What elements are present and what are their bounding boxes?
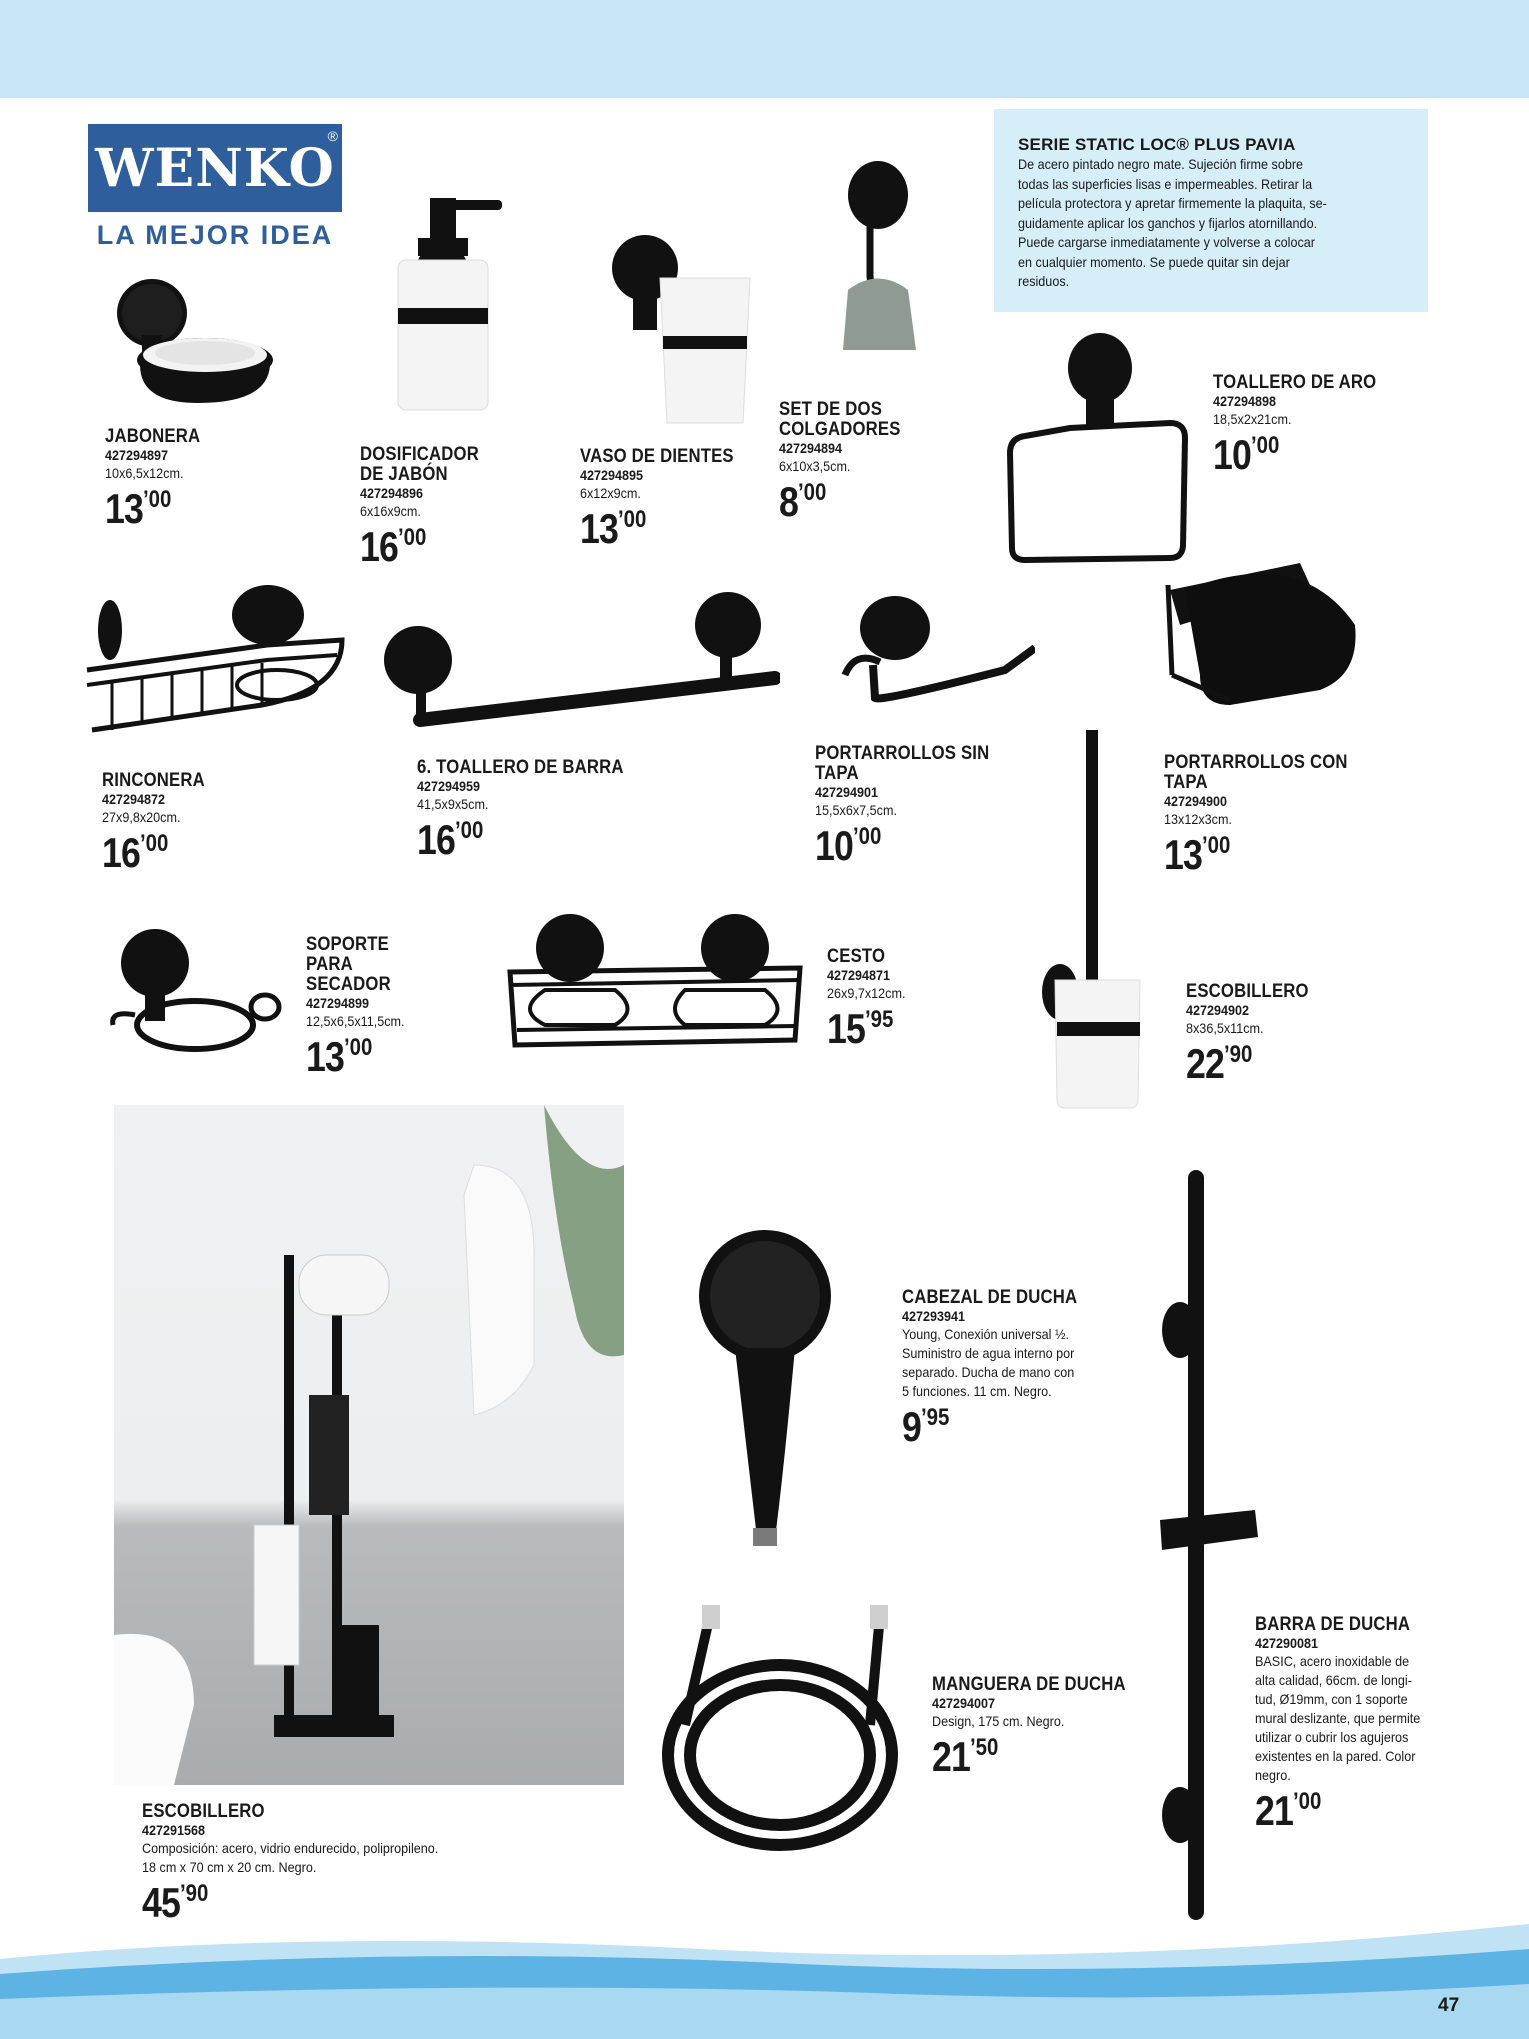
desc-line: Composición: acero, vidrio endurecido, polipropileno. — [142, 1840, 439, 1856]
price-integer: 21 — [932, 1733, 971, 1780]
product-price — [827, 1005, 1082, 1053]
desc-line: 18 cm x 70 cm x 20 cm. Negro. — [142, 1859, 317, 1875]
price-integer: 16 — [102, 829, 141, 876]
series-line: en cualquier momento. Se puede quitar sin dejar — [1018, 253, 1290, 270]
product-code: 427294894 — [779, 440, 843, 456]
soap-dish-icon — [108, 275, 278, 410]
product-desc: 6x16x9cm. — [360, 503, 421, 519]
product-code: 427294897 — [105, 447, 169, 463]
product-name: VASO DE DIENTES — [580, 446, 734, 467]
top-color-band — [0, 0, 1529, 98]
desc-line: tud, Ø19mm, con 1 soporte — [1255, 1691, 1408, 1707]
price-integer: 13 — [1164, 831, 1203, 878]
product-price — [102, 829, 357, 877]
product-code: 427294900 — [1164, 793, 1228, 809]
shower-bar-icon — [1140, 1165, 1265, 1925]
product-name: SET DE DOS COLGADORES — [779, 399, 901, 440]
product-name: TOALLERO DE ARO — [1213, 372, 1377, 393]
product-code: 427294901 — [815, 784, 879, 800]
series-description — [1018, 155, 1405, 292]
product-cesto — [827, 947, 1127, 1053]
desc-line: utilizar o cubrir los agujeros — [1255, 1729, 1409, 1745]
product-code: 427294896 — [360, 485, 424, 501]
bathroom-stand-illustration — [114, 1105, 624, 1785]
product-name: JABONERA — [105, 426, 201, 447]
product-code: 427294007 — [932, 1695, 996, 1711]
toothbrush-cup-icon — [605, 228, 755, 428]
toilet-paper-holder-lid-icon — [1160, 555, 1370, 715]
product-colgadores — [779, 400, 909, 526]
desc-line: BASIC, acero inoxidable de — [1255, 1653, 1410, 1669]
product-desc: Design, 175 cm. Negro. — [932, 1713, 1065, 1729]
desc-line: Young, Conexión universal ½. — [902, 1326, 1069, 1342]
towel-bar-icon — [380, 590, 780, 730]
price-decimal: ’00 — [398, 524, 427, 551]
desc-line: separado. Ducha de mano con — [902, 1364, 1075, 1380]
price-integer: 13 — [580, 505, 619, 552]
shower-hose-icon — [655, 1605, 905, 1855]
product-desc — [902, 1325, 1172, 1401]
product-price — [1255, 1787, 1510, 1835]
series-line: residuos. — [1018, 273, 1070, 289]
product-name: CESTO — [827, 946, 886, 967]
product-code: 427294959 — [417, 778, 481, 794]
series-info-box — [994, 109, 1428, 312]
series-line: De acero pintado negro mate. Sujeción firme sobre — [1018, 156, 1304, 172]
product-name: PORTARROLLOS SIN TAPA — [815, 743, 990, 784]
price-integer: 13 — [105, 485, 144, 532]
product-dosificador — [360, 445, 520, 571]
price-integer: 10 — [1213, 431, 1252, 478]
desc-line: mural deslizante, que permite — [1255, 1710, 1421, 1726]
price-decimal: ’00 — [344, 1034, 373, 1061]
product-code: 427294895 — [580, 467, 644, 483]
series-line: película protectora y apretar firmemente la plaquita, se- — [1018, 195, 1327, 211]
product-cabezal-ducha — [902, 1288, 1202, 1451]
product-desc: 18,5x2x21cm. — [1213, 411, 1292, 427]
product-price — [902, 1403, 1157, 1451]
product-name: ESCOBILLERO — [1186, 981, 1309, 1002]
product-escobillero-combinado — [142, 1802, 562, 1927]
product-price — [1164, 831, 1343, 879]
product-code: 427294872 — [102, 791, 166, 807]
price-integer: 16 — [360, 523, 399, 570]
product-code: 427291568 — [142, 1822, 206, 1838]
product-name: CABEZAL DE DUCHA — [902, 1287, 1078, 1308]
price-decimal: ’95 — [865, 1006, 894, 1033]
price-integer: 45 — [142, 1879, 181, 1926]
price-decimal: ’90 — [1224, 1041, 1253, 1068]
product-desc — [142, 1839, 520, 1877]
price-decimal: ’00 — [618, 506, 647, 533]
product-desc: 6x12x9cm. — [580, 485, 641, 501]
price-integer: 15 — [827, 1005, 866, 1052]
product-price — [306, 1033, 434, 1081]
price-decimal: ’00 — [1202, 832, 1231, 859]
product-name: DOSIFICADOR DE JABÓN — [360, 444, 479, 485]
product-desc: 27x9,8x20cm. — [102, 809, 181, 825]
product-name: ESCOBILLERO — [142, 1801, 265, 1822]
product-desc: 6x10x3,5cm. — [779, 458, 851, 474]
series-line: Puede cargarse inmediatamente y volverse a colocar — [1018, 234, 1315, 250]
shower-head-icon — [695, 1228, 835, 1548]
series-line: todas las superficies lisas e impermeables. Retirar la — [1018, 175, 1313, 192]
product-desc: 41,5x9x5cm. — [417, 796, 489, 812]
price-integer: 9 — [902, 1403, 922, 1450]
price-decimal: ’90 — [180, 1880, 209, 1907]
product-rinconera — [102, 771, 402, 877]
desc-line: Suministro de agua interno por — [902, 1345, 1075, 1361]
series-line: guidamente aplicar los ganchos y fijarlos atornillando. — [1018, 214, 1318, 231]
corner-shelf-icon — [82, 585, 347, 750]
price-decimal: ’00 — [455, 817, 484, 844]
product-name: SOPORTE PARA SECADOR — [306, 934, 391, 995]
product-code: 427294898 — [1213, 393, 1277, 409]
product-name: 6. TOALLERO DE BARRA — [417, 757, 624, 778]
product-desc: 12,5x6,5x11,5cm. — [306, 1013, 405, 1029]
logo-word: WENKO — [95, 137, 335, 199]
product-barra-ducha — [1255, 1615, 1529, 1835]
price-integer: 21 — [1255, 1787, 1294, 1834]
product-soporte-secador — [306, 935, 456, 1081]
desc-line: negro. — [1255, 1767, 1291, 1783]
product-photo — [114, 1105, 624, 1785]
price-decimal: ’00 — [143, 486, 172, 513]
product-escobillero-pavia — [1186, 982, 1486, 1088]
price-decimal: ’50 — [970, 1734, 999, 1761]
desc-line: existentes en la pared. Color — [1255, 1748, 1416, 1764]
product-price — [1186, 1040, 1441, 1088]
product-price — [417, 816, 672, 864]
bottom-wave-decoration — [0, 1919, 1529, 2039]
page-number: 47 — [1438, 1995, 1460, 2016]
product-price — [360, 523, 496, 571]
hair-dryer-holder-icon — [105, 925, 285, 1055]
product-portarrollos-sin-tapa — [815, 744, 1015, 870]
product-name: BARRA DE DUCHA — [1255, 1614, 1411, 1635]
product-name: RINCONERA — [102, 770, 205, 791]
product-code: 427293941 — [902, 1308, 966, 1324]
product-price — [815, 822, 985, 870]
soap-dispenser-icon — [380, 190, 515, 420]
product-manguera — [932, 1675, 1232, 1781]
product-price — [932, 1733, 1187, 1781]
product-name: MANGUERA DE DUCHA — [932, 1674, 1126, 1695]
product-name: PORTARROLLOS CON TAPA — [1164, 752, 1348, 793]
product-code: 427294899 — [306, 995, 370, 1011]
price-decimal: ’00 — [798, 479, 827, 506]
hook-icon — [828, 155, 928, 355]
price-integer: 22 — [1186, 1040, 1225, 1087]
product-code: 427294871 — [827, 967, 891, 983]
wenko-logo — [88, 124, 342, 251]
price-decimal: ’00 — [1251, 432, 1280, 459]
product-code: 427294902 — [1186, 1002, 1250, 1018]
product-toallero-barra — [417, 758, 717, 864]
desc-line: 5 funciones. 11 cm. Negro. — [902, 1383, 1052, 1399]
price-integer: 16 — [417, 816, 456, 863]
product-desc: 26x9,7x12cm. — [827, 985, 906, 1001]
price-integer: 10 — [815, 822, 854, 869]
price-decimal: ’00 — [140, 830, 169, 857]
shower-basket-icon — [505, 910, 805, 1050]
product-price — [779, 478, 890, 526]
logo-box — [88, 124, 342, 212]
price-integer: 13 — [306, 1033, 345, 1080]
toilet-paper-holder-icon — [835, 590, 1035, 710]
product-desc — [1255, 1652, 1525, 1785]
product-code: 427290081 — [1255, 1635, 1319, 1651]
product-desc: 8x36,5x11cm. — [1186, 1020, 1264, 1036]
product-desc: 13x12x3cm. — [1164, 811, 1232, 827]
product-toallero-aro — [1213, 373, 1513, 479]
price-decimal: ’00 — [853, 823, 882, 850]
product-desc: 10x6,5x12cm. — [105, 465, 184, 481]
price-decimal: ’95 — [921, 1404, 950, 1431]
series-title: SERIE STATIC LOC® PLUS PAVIA — [1018, 135, 1296, 154]
desc-line: alta calidad, 66cm. de longi- — [1255, 1672, 1412, 1688]
logo-tagline: LA MEJOR IDEA — [96, 220, 334, 250]
product-portarrollos-con-tapa — [1164, 753, 1374, 879]
product-price — [105, 485, 360, 533]
product-price — [1213, 431, 1468, 479]
registered-mark-icon: ® — [327, 128, 338, 144]
price-integer: 8 — [779, 478, 799, 525]
toilet-brush-holder-icon — [1030, 730, 1150, 1110]
towel-ring-icon — [1000, 328, 1200, 568]
product-desc: 15,5x6x7,5cm. — [815, 802, 897, 818]
price-decimal: ’00 — [1293, 1788, 1322, 1815]
